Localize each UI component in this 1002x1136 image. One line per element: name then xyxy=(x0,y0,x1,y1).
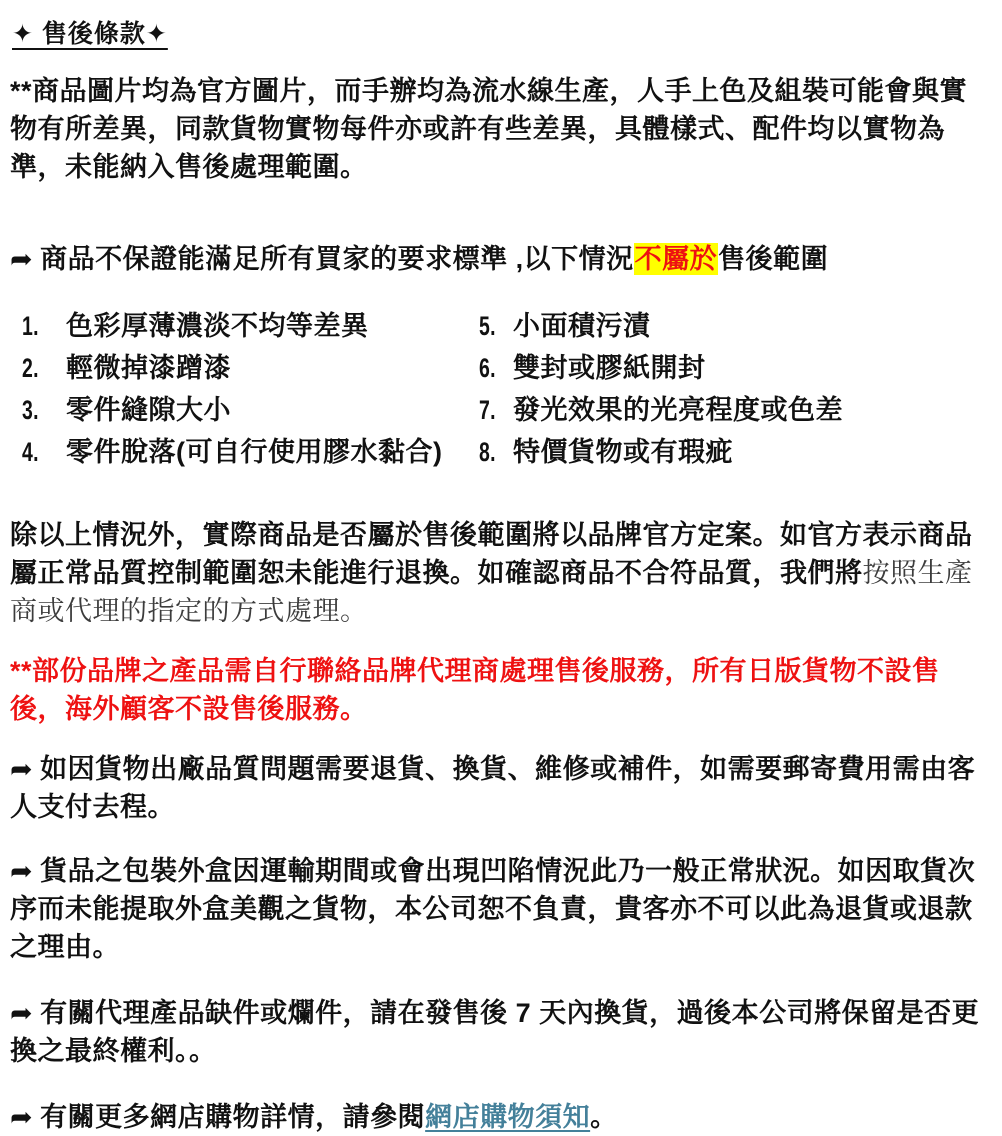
list-number: 5. xyxy=(479,311,496,341)
curved-arrow-icon: ➦ xyxy=(10,856,34,886)
not-covered-highlight: 不屬於 xyxy=(634,244,718,274)
warranty-exclusion-notice xyxy=(10,240,990,278)
list-item-text: 特價貨物或有瑕疵 xyxy=(513,437,733,467)
list-item xyxy=(479,388,990,430)
curved-arrow-icon: ➦ xyxy=(10,1102,34,1132)
notice-suffix: 售後範圍 xyxy=(718,244,829,274)
page-title: ✦ 售後條款✦ xyxy=(12,20,168,48)
list-number: 2. xyxy=(22,353,39,383)
more-info-note xyxy=(10,1098,990,1136)
red-warning-paragraph: **部份品牌之產品需自行聯絡品牌代理商處理售後服務，所有日版貨物不設售後，海外顧客不設售後服務。 xyxy=(10,656,940,724)
exclusion-list-left-column xyxy=(10,304,465,472)
curved-arrow-icon: ➦ xyxy=(10,998,34,1028)
packaging-dent-note xyxy=(10,852,990,966)
official-decision-paragraph xyxy=(10,516,990,630)
list-item-text: 雙封或膠紙開封 xyxy=(513,353,706,383)
list-number: 7. xyxy=(479,395,496,425)
list-item-text: 發光效果的光亮程度或色差 xyxy=(513,395,843,425)
list-item xyxy=(22,304,465,346)
list-item-text: 輕微掉漆蹭漆 xyxy=(66,353,231,383)
list-number: 1. xyxy=(22,311,39,341)
policy-regular-text: 按照生產商或代理的指定的方式處理。 xyxy=(10,558,973,626)
note-text: 貨品之包裝外盒因運輸期間或會出現凹陷情況此乃一般正常狀況。如因取貨次序而未能提取外盒美觀之貨物，本公司恕不負責，貴客亦不可以此為退貨或退款之理由。 xyxy=(10,856,976,962)
list-number: 8. xyxy=(479,437,496,467)
list-item-text: 色彩厚薄濃淡不均等差異 xyxy=(66,311,369,341)
list-item xyxy=(22,430,465,472)
list-number: 3. xyxy=(22,395,39,425)
list-item-text: 零件縫隙大小 xyxy=(66,395,231,425)
list-number: 4. xyxy=(22,437,39,467)
footer-prefix: 有關更多網店購物詳情，請參閱 xyxy=(40,1102,426,1132)
shipping-cost-note xyxy=(10,750,990,826)
footer-suffix: 。 xyxy=(590,1102,618,1132)
list-item xyxy=(479,304,990,346)
notice-prefix: 商品不保證能滿足所有買家的要求標準 ,以下情況 xyxy=(40,244,634,274)
list-item-text: 小面積污漬 xyxy=(513,311,651,341)
exclusion-list xyxy=(10,304,990,472)
shopping-guide-link[interactable]: 網店購物須知 xyxy=(425,1102,591,1132)
policy-bold-text: 除以上情況外，實際商品是否屬於售後範圍將以品牌官方定案。如官方表示商品屬正常品質控制範圍恕未能進行退換。如確認商品不合符品質，我們將 xyxy=(10,520,973,588)
list-item-text: 零件脫落(可自行使用膠水黏合) xyxy=(66,437,443,467)
exchange-period-note xyxy=(10,994,990,1070)
note-text: 如因貨物出廠品質問題需要退貨、換貨、維修或補件，如需要郵寄費用需由客人支付去程。 xyxy=(10,754,976,822)
curved-arrow-icon: ➦ xyxy=(10,754,34,784)
note-text: 有關代理產品缺件或爛件，請在發售後 7 天內換貨，過後本公司將保留是否更換之最終權利。。 xyxy=(10,998,980,1066)
list-item xyxy=(22,388,465,430)
exclusion-list-right-column xyxy=(465,304,990,472)
list-item xyxy=(479,346,990,388)
list-number: 6. xyxy=(479,353,496,383)
curved-arrow-icon: ➦ xyxy=(10,244,34,274)
intro-paragraph: **商品圖片均為官方圖片，而手辦均為流水線生產，人手上色及組裝可能會與實物有所差異，同款貨物實物每件亦或許有些差異，具體樣式、配件均以實物為準，未能納入售後處理範圍。 xyxy=(10,76,968,182)
list-item xyxy=(22,346,465,388)
list-item xyxy=(479,430,990,472)
